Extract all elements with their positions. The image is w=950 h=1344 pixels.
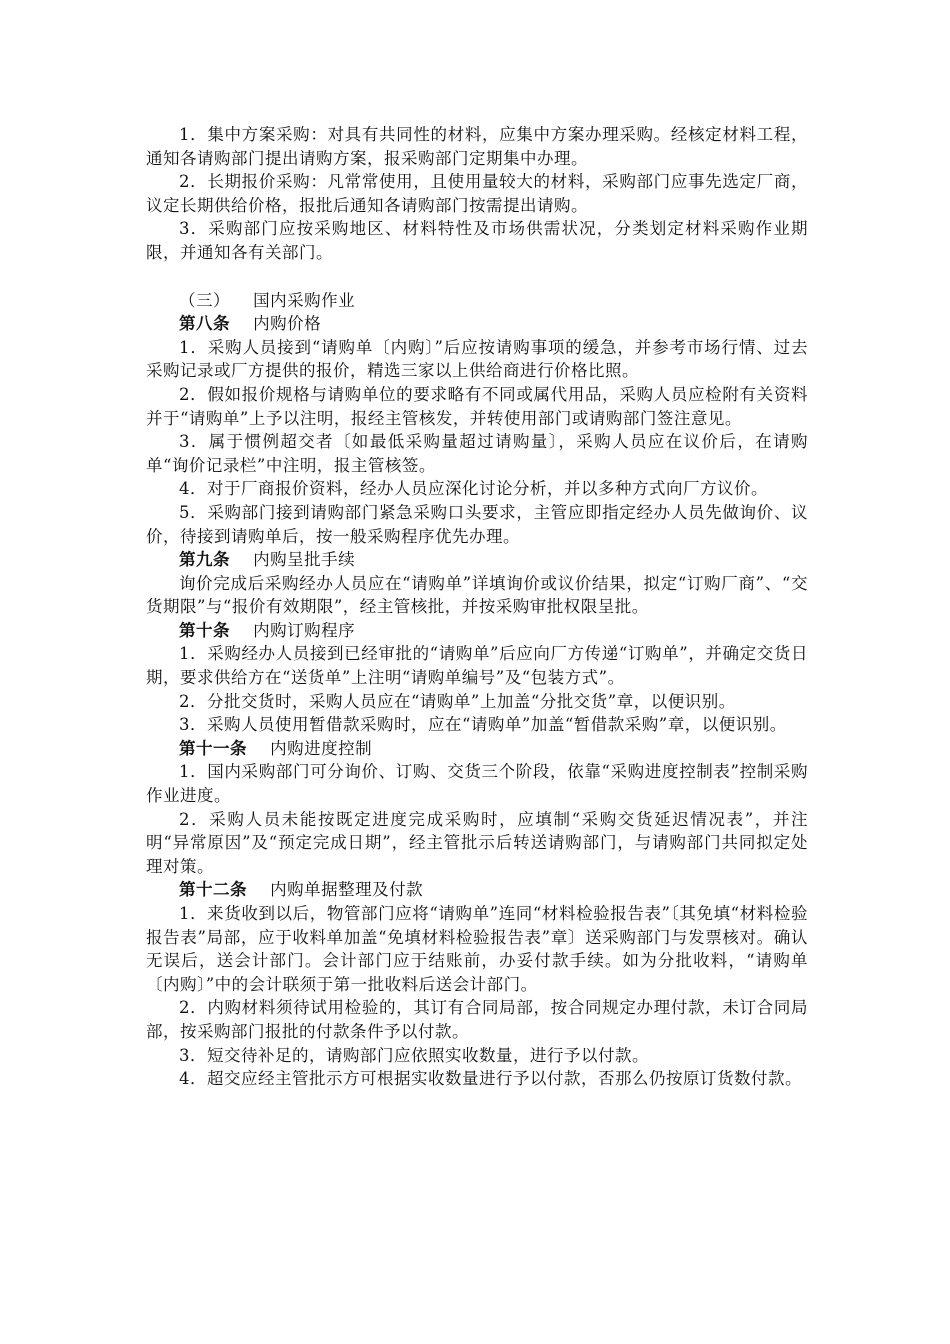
article-number: 第十二条 — [179, 880, 247, 900]
article-9-paragraph-1: 询价完成后采购经办人员应在“请购单”详填询价或议价结果，拟定“订购厂商”、“交货期限”与“报价有效期限”，经主管核批，并按采购审批权限呈批。 — [146, 573, 808, 617]
article-8-paragraph-3: 3．属于惯例超交者〔如最低采购量超过请购量〕，采购人员应在议价后，在请购单“询价记录栏”中注明，报主管核签。 — [146, 432, 808, 475]
article-10-paragraph-3: 3．采购人员使用暂借款采购时，应在“请购单”加盖“暂借款采购”章，以便识别。 — [179, 715, 787, 735]
intro-paragraph-1: 1．集中方案采购：对具有共同性的材料，应集中方案办理采购。经核定材料工程，通知各请购部门提出请购方案，报采购部门定期集中办理。 — [146, 125, 808, 168]
article-title: 内购订购程序 — [253, 620, 356, 640]
section-title: 国内采购作业 — [253, 290, 356, 310]
intro-paragraph-3: 3．采购部门应按采购地区、材料特性及市场供需状况，分类划定材料采购作业期限，并通知各有关部门。 — [146, 219, 808, 262]
article-number: 第十一条 — [179, 738, 247, 758]
article-8-paragraph-2: 2．假如报价规格与请购单位的要求略有不同或属代用品，采购人员应检附有关资料并于“请购单”上予以注明，报经主管核发，并转使用部门或请购部门签注意见。 — [146, 384, 808, 428]
article-number: 第九条 — [179, 550, 230, 570]
article-10-paragraph-2: 2．分批交货时，采购人员应在“请购单”上加盖“分批交货”章，以便识别。 — [179, 691, 736, 711]
article-11-paragraph-2: 2．采购人员未能按既定进度完成采购时，应填制“采购交货延迟情况表”，并注明“异常原因”及“预定完成日期”，经主管批示后转送请购部门，与请购部门共同拟定处理对策。 — [146, 809, 808, 876]
article-8-heading — [146, 312, 808, 336]
intro-paragraph-2: 2．长期报价采购：凡常常使用，且使用量较大的材料，采购部门应事先选定厂商，议定长期供给价格，报批后通知各请购部门按需提出请购。 — [146, 172, 808, 215]
article-title: 内购单据整理及付款 — [270, 880, 424, 900]
section-spacer — [146, 265, 808, 289]
document-page — [146, 123, 808, 1091]
article-number: 第八条 — [179, 314, 230, 334]
section-heading — [146, 289, 808, 313]
article-10-heading — [146, 619, 808, 643]
article-12-heading — [146, 878, 808, 902]
article-12-paragraph-4: 4．超交应经主管批示方可根据实收数量进行予以付款，否那么仍按原订货数付款。 — [179, 1069, 802, 1089]
article-8-paragraph-4: 4．对于厂商报价资料，经办人员应深化讨论分析，并以多种方式向厂方议价。 — [179, 479, 768, 499]
article-12-paragraph-3: 3．短交待补足的，请购部门应依照实收数量，进行予以付款。 — [179, 1045, 649, 1065]
article-9-heading — [146, 548, 808, 572]
article-title: 内购价格 — [253, 314, 322, 334]
article-11-heading — [146, 737, 808, 761]
article-12-paragraph-1: 1．来货收到以后，物管部门应将“请购单”连同“材料检验报告表”〔其免填“材料检验报告表”局部，应于收料单加盖“免填材料检验报告表”章〕送采购部门与发票核对。确认无误后，送会计部门。会计部门应于结账前，办妥付款手续。如为分批收料，“请购单〔内购〕”中的会计联须于第一批收料后送会计部门。 — [146, 904, 808, 994]
article-12-paragraph-2: 2．内购材料须待试用检验的，其订有合同局部，按合同规定办理付款，未订合同局部，按采购部门报批的付款条件予以付款。 — [146, 998, 808, 1041]
article-11-paragraph-1: 1．国内采购部门可分询价、订购、交货三个阶段，依靠“采购进度控制表”控制采购作业进度。 — [146, 762, 808, 806]
article-10-paragraph-1: 1．采购经办人员接到已经审批的“请购单”后应向厂方传递“订购单”，并确定交货日期，要求供给方在“送货单”上注明“请购单编号”及“包装方式”。 — [146, 644, 808, 688]
article-title: 内购进度控制 — [270, 738, 373, 758]
section-number: （三） — [179, 290, 230, 310]
article-8-paragraph-1: 1．采购人员接到“请购单〔内购〕”后应按请购事项的缓急，并参考市场行情、过去采购记录或厂方提供的报价，精选三家以上供给商进行价格比照。 — [146, 337, 808, 381]
article-title: 内购呈批手续 — [253, 550, 356, 570]
article-number: 第十条 — [179, 620, 230, 640]
article-8-paragraph-5: 5．采购部门接到请购部门紧急采购口头要求，主管应即指定经办人员先做询价、议价，待接到请购单后，按一般采购程序优先办理。 — [146, 502, 808, 546]
